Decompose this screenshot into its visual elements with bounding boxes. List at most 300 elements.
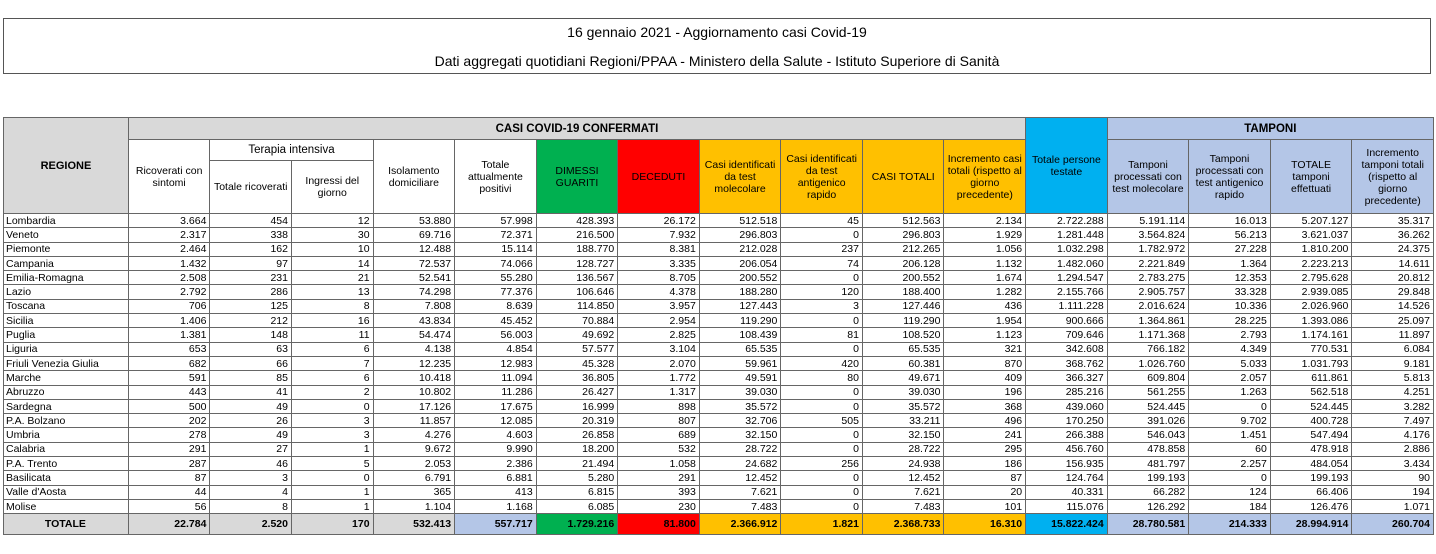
cell-tamponi-molecolare: 561.255	[1107, 385, 1189, 399]
cell-ricoverati: 653	[128, 342, 210, 356]
cell-isolamento: 72.537	[373, 256, 455, 270]
cell-positivi: 8.639	[455, 299, 537, 313]
table-row	[4, 328, 1434, 342]
cell-molecolare: 127.443	[699, 299, 781, 313]
cell-deceduti: 2.954	[618, 314, 700, 328]
cell-molecolare: 206.054	[699, 256, 781, 270]
cell-tamponi-antigenico: 60	[1189, 442, 1271, 456]
cell-ti-totale: 8	[210, 499, 292, 513]
cell-deceduti: 230	[618, 499, 700, 513]
cell-casi-totali: 60.381	[862, 356, 944, 370]
col-header-ricoverati: Ricoverati con sintomi	[128, 140, 210, 214]
cell-positivi: 6.881	[455, 471, 537, 485]
col-header-dimessi: DIMESSI GUARITI	[536, 140, 618, 214]
cell-ti-totale: 148	[210, 328, 292, 342]
cell-antigenico: 45	[781, 214, 863, 228]
cell-deceduti: 1.317	[618, 385, 700, 399]
cell-antigenico: 505	[781, 414, 863, 428]
cell-tamponi-incremento: 36.262	[1352, 228, 1434, 242]
cell-regione: Toscana	[4, 299, 129, 313]
cell-ti-totale: 231	[210, 271, 292, 285]
cell-dimessi: 6.085	[536, 499, 618, 513]
cell-positivi: 72.371	[455, 228, 537, 242]
cell-incremento: 870	[944, 356, 1026, 370]
cell-ricoverati: 500	[128, 399, 210, 413]
total-regione: TOTALE	[4, 514, 129, 535]
cell-tamponi-molecolare: 1.782.972	[1107, 242, 1189, 256]
cell-deceduti: 3.957	[618, 299, 700, 313]
cell-positivi: 11.094	[455, 371, 537, 385]
cell-tamponi-antigenico: 0	[1189, 399, 1271, 413]
cell-antigenico: 0	[781, 228, 863, 242]
cell-ti-totale: 4	[210, 485, 292, 499]
cell-isolamento: 7.808	[373, 299, 455, 313]
cell-regione: Calabria	[4, 442, 129, 456]
cell-isolamento: 17.126	[373, 399, 455, 413]
cell-molecolare: 119.290	[699, 314, 781, 328]
covid-data-table	[3, 117, 1434, 535]
cell-incremento: 1.056	[944, 242, 1026, 256]
cell-tamponi-incremento: 35.317	[1352, 214, 1434, 228]
cell-dimessi: 106.646	[536, 285, 618, 299]
cell-persone-testate: 124.764	[1026, 471, 1108, 485]
cell-dimessi: 5.280	[536, 471, 618, 485]
cell-ti-ingressi: 3	[291, 428, 373, 442]
cell-casi-totali: 512.563	[862, 214, 944, 228]
cell-incremento: 1.929	[944, 228, 1026, 242]
cell-casi-totali: 206.128	[862, 256, 944, 270]
cell-isolamento: 12.488	[373, 242, 455, 256]
cell-ti-totale: 454	[210, 214, 292, 228]
cell-tamponi-molecolare: 66.282	[1107, 485, 1189, 499]
cell-positivi: 4.603	[455, 428, 537, 442]
cell-ricoverati: 1.432	[128, 256, 210, 270]
cell-tamponi-molecolare: 481.797	[1107, 457, 1189, 471]
cell-ricoverati: 591	[128, 371, 210, 385]
total-row	[4, 514, 1434, 535]
cell-regione: Sicilia	[4, 314, 129, 328]
cell-positivi: 11.286	[455, 385, 537, 399]
col-header-tamponi-antigenico: Tamponi processati con test antigenico rapido	[1189, 140, 1271, 214]
cell-positivi: 56.003	[455, 328, 537, 342]
cell-ti-ingressi: 6	[291, 342, 373, 356]
cell-dimessi: 20.319	[536, 414, 618, 428]
cell-isolamento: 43.834	[373, 314, 455, 328]
cell-ti-ingressi: 1	[291, 499, 373, 513]
table-row	[4, 314, 1434, 328]
cell-tamponi-molecolare: 126.292	[1107, 499, 1189, 513]
cell-positivi: 45.452	[455, 314, 537, 328]
cell-tamponi-incremento: 90	[1352, 471, 1434, 485]
total-deceduti: 81.800	[618, 514, 700, 535]
table-row	[4, 399, 1434, 413]
cell-ti-ingressi: 16	[291, 314, 373, 328]
cell-regione: Emilia-Romagna	[4, 271, 129, 285]
cell-persone-testate: 40.331	[1026, 485, 1108, 499]
cell-persone-testate: 2.722.288	[1026, 214, 1108, 228]
table-row	[4, 485, 1434, 499]
cell-tamponi-totale: 611.861	[1270, 371, 1352, 385]
cell-tamponi-antigenico: 27.228	[1189, 242, 1271, 256]
cell-isolamento: 52.541	[373, 271, 455, 285]
cell-ti-totale: 338	[210, 228, 292, 242]
cell-antigenico: 0	[781, 499, 863, 513]
total-incremento: 16.310	[944, 514, 1026, 535]
cell-dimessi: 57.577	[536, 342, 618, 356]
report-header	[3, 18, 1431, 74]
table-row	[4, 256, 1434, 270]
cell-molecolare: 28.722	[699, 442, 781, 456]
cell-tamponi-totale: 524.445	[1270, 399, 1352, 413]
cell-ricoverati: 87	[128, 471, 210, 485]
total-antigenico: 1.821	[781, 514, 863, 535]
cell-casi-totali: 200.552	[862, 271, 944, 285]
cell-ti-ingressi: 1	[291, 485, 373, 499]
col-header-antigenico: Casi identificati da test antigenico rapido	[781, 140, 863, 214]
total-ti-totale: 2.520	[210, 514, 292, 535]
cell-regione: Lombardia	[4, 214, 129, 228]
cell-casi-totali: 212.265	[862, 242, 944, 256]
cell-tamponi-incremento: 194	[1352, 485, 1434, 499]
cell-tamponi-incremento: 11.897	[1352, 328, 1434, 342]
cell-antigenico: 0	[781, 342, 863, 356]
cell-tamponi-totale: 547.494	[1270, 428, 1352, 442]
cell-tamponi-molecolare: 2.016.624	[1107, 299, 1189, 313]
cell-isolamento: 11.857	[373, 414, 455, 428]
cell-ti-ingressi: 8	[291, 299, 373, 313]
cell-ti-ingressi: 0	[291, 399, 373, 413]
cell-tamponi-totale: 126.476	[1270, 499, 1352, 513]
cell-tamponi-antigenico: 33.328	[1189, 285, 1271, 299]
table-row	[4, 499, 1434, 513]
cell-antigenico: 0	[781, 442, 863, 456]
cell-tamponi-molecolare: 5.191.114	[1107, 214, 1189, 228]
cell-regione: Puglia	[4, 328, 129, 342]
cell-deceduti: 898	[618, 399, 700, 413]
cell-tamponi-incremento: 20.812	[1352, 271, 1434, 285]
cell-ricoverati: 2.464	[128, 242, 210, 256]
cell-ti-totale: 26	[210, 414, 292, 428]
cell-isolamento: 74.298	[373, 285, 455, 299]
table-row	[4, 371, 1434, 385]
cell-regione: Friuli Venezia Giulia	[4, 356, 129, 370]
cell-incremento: 436	[944, 299, 1026, 313]
col-header-ti-totale: Totale ricoverati	[210, 161, 292, 214]
cell-ricoverati: 2.792	[128, 285, 210, 299]
cell-persone-testate: 266.388	[1026, 428, 1108, 442]
cell-positivi: 12.983	[455, 356, 537, 370]
cell-tamponi-totale: 478.918	[1270, 442, 1352, 456]
table-row	[4, 214, 1434, 228]
cell-antigenico: 0	[781, 314, 863, 328]
cell-antigenico: 3	[781, 299, 863, 313]
cell-persone-testate: 368.762	[1026, 356, 1108, 370]
cell-tamponi-molecolare: 478.858	[1107, 442, 1189, 456]
cell-ti-ingressi: 10	[291, 242, 373, 256]
col-header-casi-totali: CASI TOTALI	[862, 140, 944, 214]
cell-regione: Marche	[4, 371, 129, 385]
cell-tamponi-totale: 2.026.960	[1270, 299, 1352, 313]
col-header-tamponi-molecolare: Tamponi processati con test molecolare	[1107, 140, 1189, 214]
cell-antigenico: 0	[781, 471, 863, 485]
total-tamponi-incremento: 260.704	[1352, 514, 1434, 535]
cell-incremento: 496	[944, 414, 1026, 428]
cell-tamponi-incremento: 7.497	[1352, 414, 1434, 428]
cell-tamponi-incremento: 14.611	[1352, 256, 1434, 270]
cell-ricoverati: 2.317	[128, 228, 210, 242]
cell-positivi: 9.990	[455, 442, 537, 456]
cell-tamponi-molecolare: 524.445	[1107, 399, 1189, 413]
cell-incremento: 321	[944, 342, 1026, 356]
table-row	[4, 457, 1434, 471]
cell-antigenico: 0	[781, 485, 863, 499]
cell-tamponi-molecolare: 2.221.849	[1107, 256, 1189, 270]
cell-ti-totale: 46	[210, 457, 292, 471]
cell-regione: Abruzzo	[4, 385, 129, 399]
cell-deceduti: 2.070	[618, 356, 700, 370]
cell-positivi: 17.675	[455, 399, 537, 413]
cell-ti-ingressi: 5	[291, 457, 373, 471]
cell-regione: Piemonte	[4, 242, 129, 256]
cell-positivi: 2.386	[455, 457, 537, 471]
cell-casi-totali: 32.150	[862, 428, 944, 442]
cell-tamponi-antigenico: 10.336	[1189, 299, 1271, 313]
cell-tamponi-incremento: 6.084	[1352, 342, 1434, 356]
cell-antigenico: 0	[781, 385, 863, 399]
cell-deceduti: 291	[618, 471, 700, 485]
cell-dimessi: 26.427	[536, 385, 618, 399]
cell-molecolare: 200.552	[699, 271, 781, 285]
cell-isolamento: 365	[373, 485, 455, 499]
col-header-molecolare: Casi identificati da test molecolare	[699, 140, 781, 214]
cell-ricoverati: 56	[128, 499, 210, 513]
cell-tamponi-molecolare: 546.043	[1107, 428, 1189, 442]
cell-molecolare: 212.028	[699, 242, 781, 256]
cell-tamponi-incremento: 14.526	[1352, 299, 1434, 313]
cell-dimessi: 49.692	[536, 328, 618, 342]
cell-tamponi-incremento: 4.251	[1352, 385, 1434, 399]
cell-deceduti: 1.058	[618, 457, 700, 471]
cell-isolamento: 6.791	[373, 471, 455, 485]
total-ti-ingressi: 170	[291, 514, 373, 535]
cell-antigenico: 74	[781, 256, 863, 270]
cell-isolamento: 10.802	[373, 385, 455, 399]
cell-incremento: 186	[944, 457, 1026, 471]
report-title: 16 gennaio 2021 - Aggiornamento casi Covid-19	[567, 24, 867, 40]
table-body	[4, 214, 1434, 535]
cell-positivi: 57.998	[455, 214, 537, 228]
cell-regione: Molise	[4, 499, 129, 513]
table-row	[4, 285, 1434, 299]
cell-persone-testate: 1.482.060	[1026, 256, 1108, 270]
table-row	[4, 242, 1434, 256]
cell-deceduti: 8.705	[618, 271, 700, 285]
cell-dimessi: 428.393	[536, 214, 618, 228]
cell-positivi: 1.168	[455, 499, 537, 513]
cell-ti-ingressi: 3	[291, 414, 373, 428]
cell-tamponi-incremento: 9.181	[1352, 356, 1434, 370]
total-persone-testate: 15.822.424	[1026, 514, 1108, 535]
cell-tamponi-antigenico: 28.225	[1189, 314, 1271, 328]
cell-tamponi-molecolare: 3.564.824	[1107, 228, 1189, 242]
cell-molecolare: 12.452	[699, 471, 781, 485]
cell-casi-totali: 12.452	[862, 471, 944, 485]
cell-incremento: 1.674	[944, 271, 1026, 285]
cell-ti-ingressi: 13	[291, 285, 373, 299]
cell-ti-ingressi: 11	[291, 328, 373, 342]
cell-casi-totali: 108.520	[862, 328, 944, 342]
cell-deceduti: 7.932	[618, 228, 700, 242]
cell-persone-testate: 156.935	[1026, 457, 1108, 471]
cell-molecolare: 32.150	[699, 428, 781, 442]
cell-ti-totale: 49	[210, 399, 292, 413]
cell-casi-totali: 28.722	[862, 442, 944, 456]
total-molecolare: 2.366.912	[699, 514, 781, 535]
cell-tamponi-totale: 2.795.628	[1270, 271, 1352, 285]
cell-regione: Liguria	[4, 342, 129, 356]
cell-tamponi-totale: 3.621.037	[1270, 228, 1352, 242]
cell-tamponi-incremento: 5.813	[1352, 371, 1434, 385]
cell-antigenico: 81	[781, 328, 863, 342]
cell-deceduti: 3.335	[618, 256, 700, 270]
cell-tamponi-antigenico: 9.702	[1189, 414, 1271, 428]
cell-isolamento: 12.235	[373, 356, 455, 370]
cell-ti-ingressi: 0	[291, 471, 373, 485]
cell-molecolare: 32.706	[699, 414, 781, 428]
cell-isolamento: 69.716	[373, 228, 455, 242]
cell-deceduti: 26.172	[618, 214, 700, 228]
cell-dimessi: 26.858	[536, 428, 618, 442]
cell-tamponi-molecolare: 1.026.760	[1107, 356, 1189, 370]
col-header-positivi: Totale attualmente positivi	[455, 140, 537, 214]
cell-casi-totali: 7.621	[862, 485, 944, 499]
cell-persone-testate: 709.646	[1026, 328, 1108, 342]
cell-regione: P.A. Trento	[4, 457, 129, 471]
cell-antigenico: 0	[781, 271, 863, 285]
cell-incremento: 241	[944, 428, 1026, 442]
cell-deceduti: 4.378	[618, 285, 700, 299]
cell-ti-totale: 85	[210, 371, 292, 385]
cell-casi-totali: 24.938	[862, 457, 944, 471]
cell-molecolare: 24.682	[699, 457, 781, 471]
cell-dimessi: 45.328	[536, 356, 618, 370]
cell-ricoverati: 2.508	[128, 271, 210, 285]
cell-tamponi-incremento: 24.375	[1352, 242, 1434, 256]
cell-casi-totali: 296.803	[862, 228, 944, 242]
col-header-incremento: Incremento casi totali (rispetto al giorno precedente)	[944, 140, 1026, 214]
cell-positivi: 74.066	[455, 256, 537, 270]
cell-tamponi-totale: 1.393.086	[1270, 314, 1352, 328]
cell-antigenico: 0	[781, 399, 863, 413]
cell-casi-totali: 7.483	[862, 499, 944, 513]
cell-persone-testate: 285.216	[1026, 385, 1108, 399]
cell-dimessi: 21.494	[536, 457, 618, 471]
col-header-deceduti: DECEDUTI	[618, 140, 700, 214]
cell-persone-testate: 1.281.448	[1026, 228, 1108, 242]
cell-persone-testate: 170.250	[1026, 414, 1108, 428]
cell-ti-totale: 97	[210, 256, 292, 270]
cell-tamponi-antigenico: 12.353	[1189, 271, 1271, 285]
cell-ricoverati: 682	[128, 356, 210, 370]
cell-ricoverati: 1.381	[128, 328, 210, 342]
cell-casi-totali: 119.290	[862, 314, 944, 328]
cell-antigenico: 120	[781, 285, 863, 299]
cell-isolamento: 4.138	[373, 342, 455, 356]
cell-tamponi-molecolare: 766.182	[1107, 342, 1189, 356]
cell-regione: P.A. Bolzano	[4, 414, 129, 428]
cell-isolamento: 9.672	[373, 442, 455, 456]
cell-dimessi: 216.500	[536, 228, 618, 242]
cell-tamponi-totale: 1.031.793	[1270, 356, 1352, 370]
cell-ti-totale: 41	[210, 385, 292, 399]
cell-tamponi-antigenico: 124	[1189, 485, 1271, 499]
cell-regione: Lazio	[4, 285, 129, 299]
group-header-terapia: Terapia intensiva	[210, 140, 373, 161]
cell-molecolare: 7.621	[699, 485, 781, 499]
cell-dimessi: 188.770	[536, 242, 618, 256]
table-row	[4, 471, 1434, 485]
cell-tamponi-molecolare: 1.364.861	[1107, 314, 1189, 328]
cell-molecolare: 35.572	[699, 399, 781, 413]
cell-deceduti: 1.772	[618, 371, 700, 385]
col-header-tamponi-totale: TOTALE tamponi effettuati	[1270, 140, 1352, 214]
cell-casi-totali: 39.030	[862, 385, 944, 399]
cell-regione: Campania	[4, 256, 129, 270]
total-casi-totali: 2.368.733	[862, 514, 944, 535]
cell-incremento: 2.134	[944, 214, 1026, 228]
cell-incremento: 409	[944, 371, 1026, 385]
col-header-regione: REGIONE	[4, 118, 129, 214]
cell-regione: Basilicata	[4, 471, 129, 485]
cell-ricoverati: 202	[128, 414, 210, 428]
cell-ricoverati: 443	[128, 385, 210, 399]
cell-molecolare: 108.439	[699, 328, 781, 342]
cell-incremento: 1.282	[944, 285, 1026, 299]
cell-tamponi-incremento: 2.886	[1352, 442, 1434, 456]
total-ricoverati: 22.784	[128, 514, 210, 535]
col-header-persone-testate: Totale persone testate	[1026, 118, 1108, 214]
cell-ti-totale: 27	[210, 442, 292, 456]
cell-positivi: 413	[455, 485, 537, 499]
cell-tamponi-totale: 2.223.213	[1270, 256, 1352, 270]
cell-incremento: 368	[944, 399, 1026, 413]
cell-tamponi-incremento: 3.434	[1352, 457, 1434, 471]
cell-dimessi: 18.200	[536, 442, 618, 456]
cell-persone-testate: 342.608	[1026, 342, 1108, 356]
col-header-tamponi-incremento: Incremento tamponi totali (rispetto al giorno precedente)	[1352, 140, 1434, 214]
table-row	[4, 356, 1434, 370]
cell-persone-testate: 1.294.547	[1026, 271, 1108, 285]
cell-tamponi-incremento: 29.848	[1352, 285, 1434, 299]
cell-ti-ingressi: 21	[291, 271, 373, 285]
cell-ti-ingressi: 6	[291, 371, 373, 385]
cell-tamponi-totale: 770.531	[1270, 342, 1352, 356]
cell-persone-testate: 115.076	[1026, 499, 1108, 513]
cell-incremento: 1.954	[944, 314, 1026, 328]
cell-ti-ingressi: 2	[291, 385, 373, 399]
cell-ti-totale: 3	[210, 471, 292, 485]
total-tamponi-molecolare: 28.780.581	[1107, 514, 1189, 535]
total-tamponi-totale: 28.994.914	[1270, 514, 1352, 535]
cell-isolamento: 53.880	[373, 214, 455, 228]
cell-tamponi-antigenico: 16.013	[1189, 214, 1271, 228]
cell-ti-totale: 66	[210, 356, 292, 370]
cell-tamponi-totale: 562.518	[1270, 385, 1352, 399]
table-row	[4, 228, 1434, 242]
cell-ricoverati: 3.664	[128, 214, 210, 228]
cell-persone-testate: 2.155.766	[1026, 285, 1108, 299]
cell-casi-totali: 49.671	[862, 371, 944, 385]
